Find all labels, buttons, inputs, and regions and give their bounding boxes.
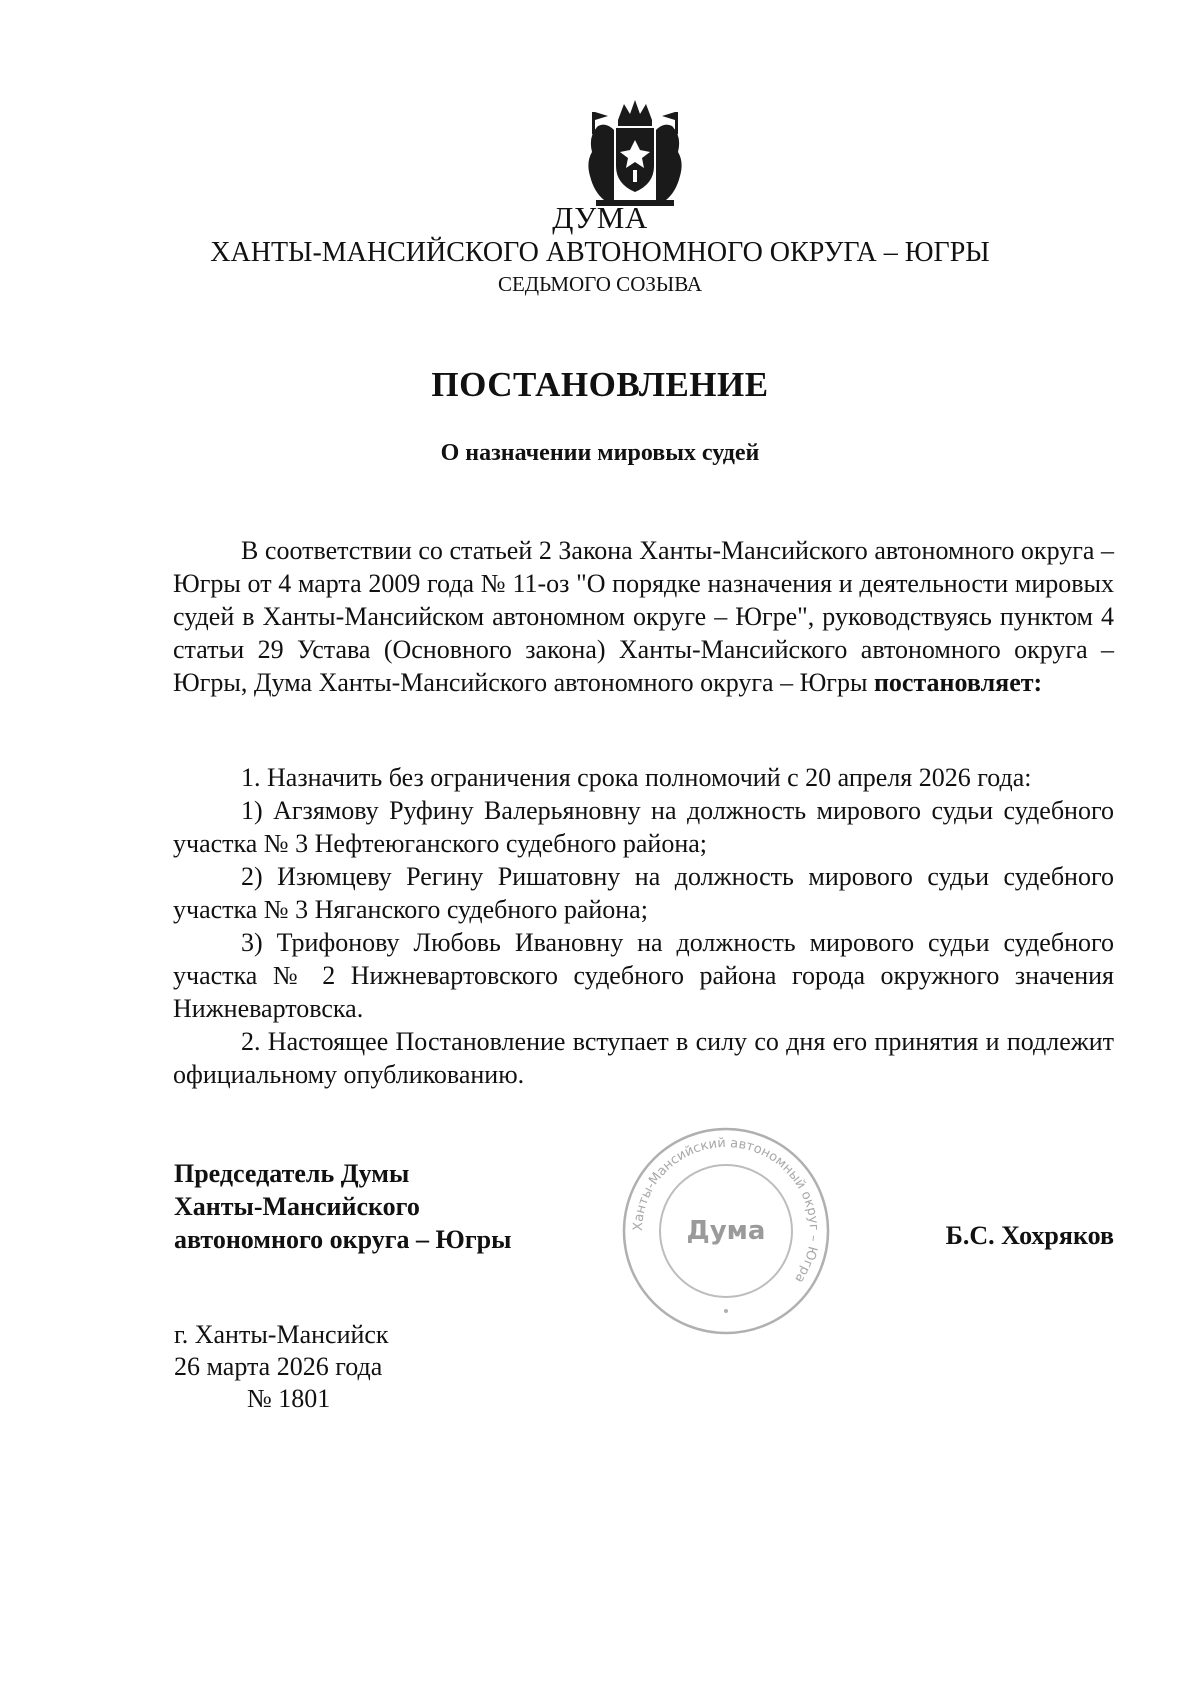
preamble-paragraph bbox=[173, 534, 1114, 699]
city: г. Ханты-Мансийск bbox=[174, 1320, 389, 1349]
signatory-position-line: Председатель Думы bbox=[174, 1159, 410, 1188]
signatory-position-line: Ханты-Мансийского bbox=[174, 1192, 420, 1221]
document-type-heading: ПОСТАНОВЛЕНИЕ bbox=[431, 365, 769, 404]
org-name: ХАНТЫ-МАНСИЙСКОГО АВТОНОМНОГО ОКРУГА – ЮГРЫ bbox=[210, 237, 990, 268]
org-title: ДУМА bbox=[552, 200, 648, 235]
appointment-item: 2) Изюмцеву Регину Ришатовну на должность мирового судьи судебного участка № 3 Няганского судебного района; bbox=[173, 862, 1114, 924]
place-date-number bbox=[174, 1319, 389, 1415]
signatory-position bbox=[174, 1157, 511, 1256]
document-subject: О назначении мировых судей bbox=[440, 440, 760, 466]
date: 26 марта 2026 года bbox=[174, 1352, 383, 1381]
item-1-intro: 1. Назначить без ограничения срока полномочий с 20 апреля 2026 года: bbox=[241, 763, 1032, 792]
signatory-name: Б.С. Хохряков bbox=[945, 1221, 1114, 1250]
signatory-position-line: автономного округа – Югры bbox=[174, 1225, 512, 1254]
appointment-item: 3) Трифонову Любовь Ивановну на должность мирового судьи судебного участка № 2 Нижневартовского судебного района города окружного значения Нижневартовска. bbox=[173, 928, 1114, 1023]
svg-text:Ханты-Мансийский автономный ок bbox=[631, 1136, 821, 1286]
document-number: № 1801 bbox=[247, 1384, 331, 1413]
coat-of-arms-icon bbox=[578, 96, 692, 208]
seal-ring-text: Ханты-Мансийский автономный округ – Югра bbox=[630, 1135, 822, 1286]
seal-center-text: Дума bbox=[686, 1216, 766, 1246]
decision-items bbox=[173, 761, 1114, 1091]
preamble-emphasis: постановляет: bbox=[873, 668, 1043, 697]
round-seal-icon bbox=[620, 1125, 832, 1337]
item-2: 2. Настоящее Постановление вступает в силу со дня его принятия и подлежит официальному опубликованию. bbox=[173, 1027, 1114, 1089]
convocation-label: СЕДЬМОГО СОЗЫВА bbox=[497, 272, 703, 296]
preamble-text: В соответствии со статьей 2 Закона Ханты-Мансийского автономного округа – Югры от 4 марта 2009 года № 11-оз "О порядке назначения и деятельности мировых судей в Ханты-Мансийском автономном округе – Югре", руководствуясь пунктом 4 статьи 29 Устава (Основного закона) Ханты-Мансийского автономного округа – Югры, Дума Ханты-Мансийского автономного округа – Югры bbox=[173, 536, 1114, 697]
appointment-item: 1) Агзямову Руфину Валерьяновну на должность мирового судьи судебного участка № 3 Нефтеюганского судебного района; bbox=[173, 796, 1114, 858]
